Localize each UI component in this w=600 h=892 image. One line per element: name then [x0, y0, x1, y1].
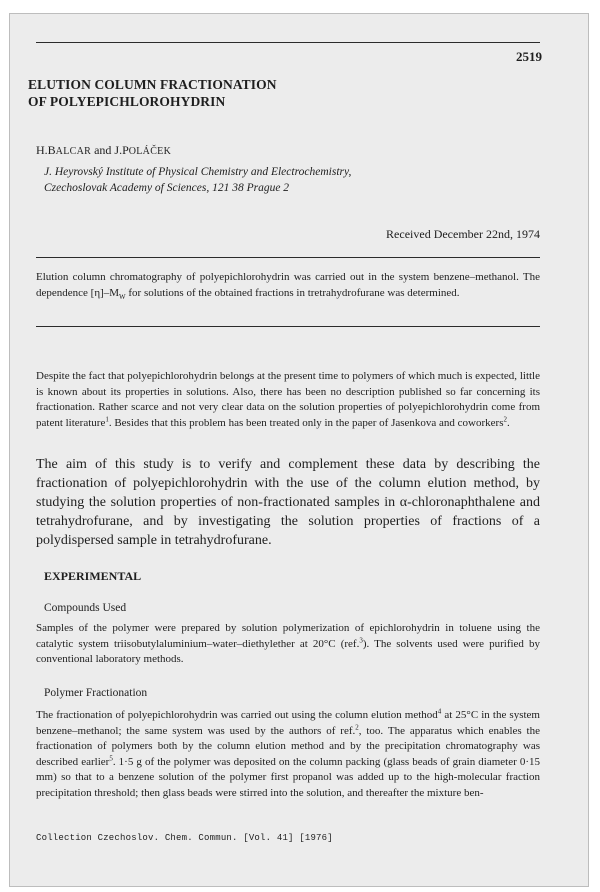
- intro-paragraph-2: The aim of this study is to verify and complement these data by describing the fractionation of polyepichlorohydrin with the use of the column elution method, by studying the solution properties of non-fractionated samples in α-chloronaphthalene and tetrahydrofurane, and by investigating the solution properties of fractions of a polydispersed sample in tetrahydrofurane.: [36, 457, 540, 548]
- fractionation-ref-3: 5: [109, 753, 113, 762]
- fractionation-text-4: . 1·5 g of the polymer was deposited on the column packing (glass beads of grain diameter 0·15 mm) so that to a benzene solution of the polymer first propanol was added up to the high-molecular fraction precipitation threshold; then glass beads were stirred into the solution, and thereafter the mixture ben-: [36, 755, 541, 799]
- compounds-ref: 3: [359, 635, 363, 644]
- fractionation-heading: Polymer Fractionation: [44, 687, 148, 699]
- received-date: Received December 22nd, 1974: [386, 227, 540, 241]
- intro1-text-1: Despite the fact that polyepichlorohydrin belongs at the present time to polymers of which much is expected, little is known about its properties in solutions. Also, there has been no description published so far concerning its fractionation. Rather scarce and not very clear data on the solution properties of polyepichlorohydrin come from patent literature: [36, 370, 540, 429]
- fractionation-text-3: , too. The apparatus which enables the fractionation of polymers both by the column elution method and by the precipitation chromatography was described earlier: [36, 724, 540, 768]
- abstract: [36, 270, 540, 301]
- title-line-2: OF POLYEPICHLOROHYDRIN: [28, 94, 226, 109]
- experimental-heading: EXPERIMENTAL: [44, 569, 142, 583]
- author-1-name: ALCAR: [55, 146, 92, 157]
- fractionation-text-1: The fractionation of polyepichlorohydrin was carried out using the column elution method: [36, 709, 438, 721]
- intro-paragraph-1: [36, 369, 540, 431]
- abstract-top-rule: [36, 257, 540, 258]
- fractionation-paragraph: [36, 708, 540, 801]
- compounds-heading: Compounds Used: [44, 602, 127, 614]
- fractionation-ref-1: 4: [437, 707, 442, 716]
- abstract-subscript: W: [119, 292, 126, 301]
- affiliation-line-1: J. Heyrovský Institute of Physical Chemistry and Electrochemistry,: [44, 166, 352, 178]
- title-line-1: ELUTION COLUMN FRACTIONATION: [28, 77, 277, 92]
- authors: [36, 143, 171, 158]
- author-1-initial: H.B: [36, 143, 56, 157]
- journal-footer: Collection Czechoslov. Chem. Commun. [Vol. 41] [1976]: [36, 833, 333, 843]
- author-2-name: OLÁČEK: [128, 146, 172, 157]
- intro1-text-3: .: [507, 416, 510, 429]
- compounds-text-2: ). The solvents used were purified by conventional laboratory methods.: [36, 637, 540, 665]
- authors-conjunction: and: [91, 143, 115, 157]
- abstract-bottom-rule: [36, 326, 540, 327]
- intro1-ref-2: 2: [503, 414, 507, 423]
- journal-page: [9, 13, 589, 887]
- author-2-initial: J.P: [114, 143, 129, 157]
- article-title: [28, 76, 277, 110]
- affiliation: [44, 164, 351, 196]
- fractionation-text-2: at 25°C in the system benzene–methanol; the same system was used by the authors of ref.: [36, 709, 540, 737]
- header-rule: [36, 42, 540, 43]
- affiliation-line-2: Czechoslovak Academy of Sciences, 121 38 Prague 2: [44, 182, 290, 194]
- abstract-text-1: Elution column chromatography of polyepichlorohydrin was carried out in the system benzene–methanol. The dependence [η]–M: [36, 271, 540, 299]
- intro1-text-2: . Besides that this problem has been treated only in the paper of Jasenkova and coworkers: [108, 416, 504, 429]
- abstract-text-2: for solutions of the obtained fractions in tretrahydrofurane was determined.: [125, 286, 460, 299]
- compounds-paragraph: [36, 621, 540, 668]
- intro1-ref-1: 1: [105, 414, 109, 423]
- compounds-text-1: Samples of the polymer were prepared by solution polymerization of epichlorohydrin in toluene using the catalytic system triisobutylaluminium–water–diethylether at 20°C (ref.: [36, 622, 540, 650]
- page-number: 2519: [516, 49, 542, 64]
- fractionation-ref-2: 2: [355, 722, 359, 731]
